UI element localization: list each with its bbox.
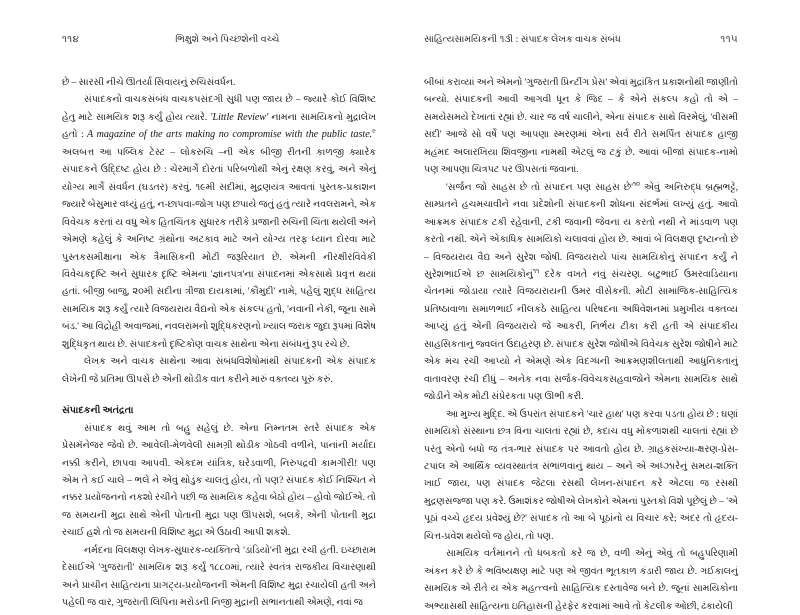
section-heading: સંપાદકની અતંદ્રતા	[62, 405, 134, 417]
paragraph: સંપાદકનો વાચકસંબંધ વાચકપસંદગી સુધી પણ જાય છે – જ્યારે કોઈ વિશિષ્ટ હેતુ માટે સામયિક શરૂ કર્યું હોય ત્યારે. 'Little Review' નામના સામયિકનો મુદ્રાલેખ હતો : A magazine of the arts making no compromise with the public taste.$^૯$ અલબત્ત આ પબ્લિક ટેસ્ટ – લોકરુચિ –ની એક બીજી રીતની કાળજી ક્યારેક સંપાદકને ઉદ્દિષ્ટ હોય છે : ચેરમાર્ગે દોરતાં પરિબળોથી એનું રક્ષણ કરવું, અને એનું યોગ્ય માર્ગે સંવર્ધન (ઘડતર) કરવું. ૧૯મી સદીમાં, મુદ્રણયંત્ર આવતાં પુસ્તક-પ્રકાશન જ્યારે બેસુમાર વધ્યું હતું, ન-છાપવા-જોગ પણ છપાયે જતું હતું ત્યારે નવલરામને, એક વિવેચક કરતાં ય વધુ એક હિતચિંતક સુધારક તરીકે પ્રજાની રુચિની ચિંતા થયેલી અને એમણે કહેલું કે અનિષ્ટ ગ્રંથોના અટકાવ માટે અને યોગ્ય તરફ ધ્યાન દોરવા માટે પુસ્તકસમીક્ષાના એક ત્રૈમાસિકની મોટી જરૂરિયાત છે. એમની નીરક્ષીરવિવેકી વિવેચકદૃષ્ટિ અને સુધારક દૃષ્ટિ એમના 'જ્ઞાનપત્ર'ના સંપાદનમાં એકસાથે પ્રવૃત્ત થયાં હતાં. બીજી બાજુ, ૨૦મી સદીના ત્રીજા દાયકામાં, 'કૌમુદી' નામે, પહેલું શુદ્ધ સાહિત્ય સામયિક શરૂ કર્યું ત્યારે વિજયરાય વૈદ્યનો એક સંકલ્પ હતો, 'નવાની નેકી, જૂના સામે બંડ.' આ વિદ્રોહી અવાજમાં, નવલરામનો શુદ્ધિકરણનો ખ્યાલ જરાક જુદા રૂપમાં વિશેષ શુદ્ધિકૃત થાય છે. સંપાદકનો દૃષ્ટિકોણ વાચક સાથેના એના સંબંધનું રૂપ રચે છે.	[62, 94, 376, 350]
paragraph: 'સર્જન જો સાહસ છે તો સંપાદન પણ સાહસ $છે'^{૧૦}$ એવું અનિરુદ્ધ બ્રહ્મભટ્ટે, સામ્પ્રતને હચમચાવીને નવા પ્રદેશોની સંપાદકની શોધના સંદર્ભમાં લખ્યું હતું. આવો આક્રમક સંપાદક ટકી રહેવાની, ટકી જવાની જેવના ય કરતો નથી ને માંડવાળ પણ કરતો નથી. એને એકાધિક સામયિકો ચલાવવાં હોય છે. આવાં બે વિલક્ષણ દૃષ્ટાન્તો છે – વિજયરાય વૈદ્ય અને સુરેશ જોષી. વિજયરાયે પાંચ સામયિકોનું સંપાદન કર્યું ને સુરેશભાઈએ છ સામયિકોનું$^{૧૧}$ દરેક વખતે નવું સંચરણ. બટુભાઈ ઉમરવાડિયાના ચેતનમાં જોડાયા ત્યારે વિજયરાયની ઉમર વીસેકની. મોટી સામાજિક-સાહિત્યિક પ્રતિષ્ઠાવાળા સમાળભાઈ નીલકંઠે સાહિત્ય પરિષદના અધિવેશનમાં પ્રમુખીય વક્તવ્ય આપ્યું હતું એની વિજયરાયે જે આકરી, નિર્ભય ટીકા કરી હતી એ સંપાદકીય સાહસિકતાનું જ્વલંત ઉદાહરણ છે. સંપાદક સુરેશ જોષીએ વિવેચક સુરેશ જોષીને માટે એક મંચ રચી આપ્યો ને એમણે એક વિદગ્ધની આક્રમણશીલતાથી આધુનિકતાનું વાતાવરણ રચી દીધું – અનેક નવા સર્જક-વિવેચકસહવાજોને એમના સામયિક સાથે જોડીને એક મોટી સંપ્રેરકતા પણ ઊભી કરી.	[424, 180, 739, 403]
left-page	[0, 0, 400, 609]
footnote-marker: ૧૦	[632, 180, 640, 188]
right-page	[400, 0, 800, 612]
left-page-running-head-title: ભિક્ષુશે અને પિચ્છશેની વચ્ચે	[175, 35, 280, 45]
footnote-marker: ૯	[372, 128, 376, 136]
paragraph: લેખક અને વાચક સાથેના આવા સંબંધવિશેષોમાંથી સંપાદકની એક સંપાદક લેખેની જે પ્રતિમા ઊપસે છે એની થોડીક વાત કરીને મારું વક્તવ્ય પૂરું કરું.	[62, 356, 376, 385]
footnote-marker: ૧૧	[532, 267, 540, 275]
left-page-running-head	[62, 34, 376, 50]
paragraph: સામયિક વર્તમાનને તો ધબકતો કરે જ છે, વળી એનું એવું તો બહુપરિણામી અંકન કરે છે કે ભવિષ્યક્ષણ માટે પણ એ જીવંત ભૂતકાળ કંડારી જાય છે. ગઈકાલનું સામયિક એ રીતે ય એક મહત્ત્વનો સાહિત્યિક દસ્તાવેજ બને છે. જૂનાં સામયિકોના અભ્યાસથી સાહિત્યના ઇતિહાસની હેરફેર કરવામાં આવે તો કેટલીક ઓછી, ઢંકાયેલી	[424, 548, 738, 612]
right-page-running-head-title: સાહિત્યસામયિકની ૧૩ી : સંપાદક લેખક વાચક સંબંધ	[424, 35, 621, 45]
paragraph: નર્મદના વિલક્ષણ લેખક-સુધારક-વ્યક્તિત્વે 'ડાંડિયો'ની મુદ્રા રચી હતી. ઇચ્છારામ દેસાઈએ 'ગુજરાતી' સામયિક શરૂ કર્યું ૧૮૮૦માં, ત્યારે સ્વતંત્ર રાજકીય વિચારણાથી અને પ્રાચીન સાહિત્યના પ્રાગટ્ય-પ્રયોજનની એમની વિશિષ્ટ મુદ્રા રચાયેલી હતી અને પહેલી જ વાર, ગુજરાતી લિપિના મરોડની નિજી મુદ્રાની સભાનતાથી એમણે, નવાં જ	[62, 544, 376, 609]
left-page-text-column	[62, 74, 376, 612]
paragraph: છે – સારસી નીચે ઊતર્યા સિવાયનું રુચિસંવર્ધન.	[62, 77, 236, 88]
left-page-folio: ૧૧૪	[62, 34, 80, 45]
right-page-folio: ૧૧૫	[720, 34, 738, 45]
right-page-running-head	[424, 34, 738, 50]
paragraph: બીબાં કરાવ્યાં અને એમનો 'ગુજરાતી પ્રિન્ટીંગ પ્રેસ' એવાં મુદ્રાંકિત પ્રકાશનોથી જાણીતો બન્યો. સંપાદકની આવી આગવી ધૂન કે જિદ – કે એને સંકલ્પ કહો તો એ – સમયેસમયે દેખાતાં રહ્યાં છે. ચાર જ વર્ષ ચાલીને, એના સંપાદક સાથે વિરમેલું, 'વીસમી સદી' આજે સો વર્ષે પણ આપણા સ્મરણમાં એના સર્વ રીતે સમર્પિત સંપાદક હાજી મહંમદ અલારખિયા શિવજીના નામથી એટલું જ ટકું છે. આવાં બીજાં સંપાદક-નામો પણ આપણા ચિત્રપટ પર ઊપસતાં જવાનાં.	[424, 77, 738, 176]
right-page-text-column	[424, 74, 738, 615]
paragraph: આ મુખ્ય મુદ્દિ. એ ઉપરાંત સંપાદકને 'ચાર હાથ' પણ કરવા પડતા હોય છે : ઘણાં સામયિકો સંસ્થાના છત્ર વિના ચાલતાં રહ્યાં છે, કદાચ વધુ મોકળાશથી ચાલતાં રહ્યાં છે પરંતુ એનો બધો જ તંત્ર-ભાર સંપાદક પર આવતો હોય છે. ગ્રાહકસંખ્યા-ક્ષરણ-પ્રેસ-ટપાલ એ આર્થિક વ્યવસ્થાતંત્ર સંભાળવાનું થાય – અને એ અધ્ઝારેનું સમય-શક્તિ ખાઈ જાય, પણ સંપાદક જેટલા રસથી લેખન-સંપાદન કરે એટલા જ રસથી મુદ્રણસજ્જા પણ કરે. ઉમાશંકર જોષીએ લેખકોને એમનાં પુસ્તકો વિશે પૂછેલું છે – 'એ પૂઠાં વચ્ચે હૃદય પ્રવેશ્યું છે?' સંપાદક તો આ બે પૂઠાંનો ય વિચાર કરે; અંદર તો હૃદય-ચિત્ત-પ્રવેશ થયેલો જ હોય, તો પણ.	[424, 408, 738, 542]
english-title-quote: 'Little Review'	[210, 111, 269, 123]
paragraph: સંપાદક થવું આમ તો બહુ સહેલું છે. એના નિમ્નતમ સ્તરે સંપાદક એક પ્રેસમૅનેજર જેવો છે. આવેલી-મેળવેલી સામગ્રી થોડીક ગોઠવી વળીને, પાનાંની મર્યાદા નક્કી કરીને, છાપવા આપવી. એકદમ યાંત્રિક, ઘરેડવાળી, નિરુપદ્રવી કામગીરી! પણ એમ તે કઈ ચાલે – ભલે ને એવું થોડુંક ચાલતું હોય, તો પણ? સંપાદક કોઈ નિશ્ચિત ને નક્કર પ્રયોજનનો નકશો રચીને પછી જ સામયિક કહેવા બેઠો હોય – હોવો જોઈએ. તો જ સમયની મુદ્રા સાથે એની પોતાની મુદ્રા પણ ઊપસશે, બલકે, એની પોતાની મુદ્રા રચાઈ હશે તો જ સમયની વિશિષ્ટ મુદ્રા એ ઉઠાવી આપી શકશે.	[62, 422, 376, 539]
english-italic-quote: A magazine of the arts making no compromise with the public taste.	[87, 129, 373, 141]
